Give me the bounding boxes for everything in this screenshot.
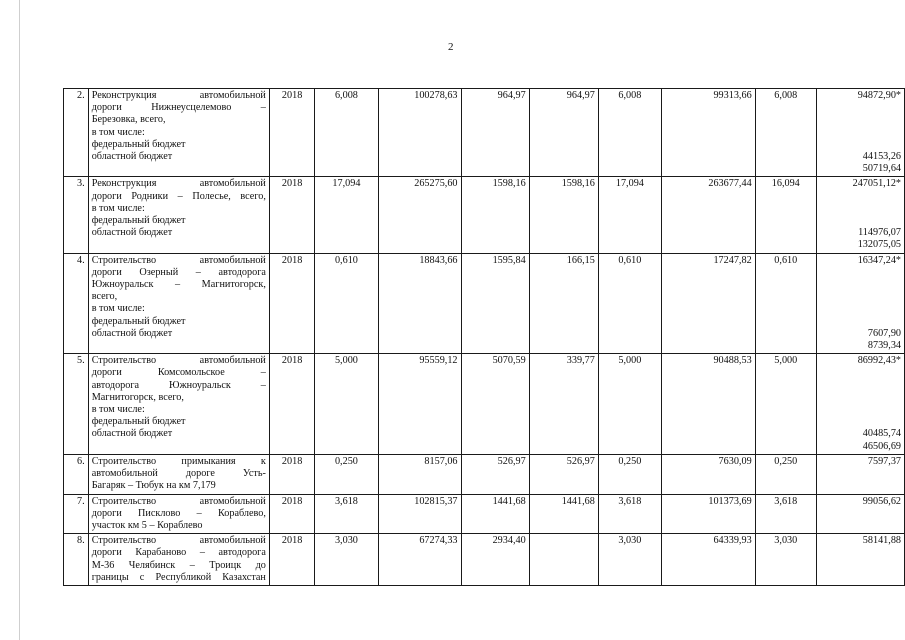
length-cell: 0,250 bbox=[598, 454, 661, 494]
length-cell: 5,000 bbox=[598, 354, 661, 455]
length-cell: 6,008 bbox=[755, 89, 816, 177]
total-cost-cell: 102815,37 bbox=[378, 494, 461, 534]
cost-cell: 2934,40 bbox=[461, 534, 529, 586]
object-name bbox=[88, 253, 269, 354]
federal-budget-value: 44153,26 bbox=[862, 151, 901, 163]
row-index: 7. bbox=[64, 494, 89, 534]
funding-total: 58141,88 bbox=[862, 535, 901, 547]
object-name-line: Южноуральск – Магнитогорск, bbox=[91, 279, 266, 291]
length-cell: 6,008 bbox=[598, 89, 661, 177]
year-cell: 2018 bbox=[269, 454, 314, 494]
length-cell: 6,008 bbox=[315, 89, 378, 177]
spacer bbox=[820, 367, 901, 379]
object-name bbox=[88, 534, 269, 586]
length-cell: 5,000 bbox=[315, 354, 378, 455]
spacer bbox=[820, 380, 901, 392]
cost-cell: 5070,59 bbox=[461, 354, 529, 455]
object-name-line: федеральный бюджет bbox=[91, 416, 186, 428]
spacer bbox=[820, 404, 901, 416]
spacer bbox=[820, 416, 901, 428]
funding-cell bbox=[816, 89, 904, 177]
total-cost-cell: 265275,60 bbox=[378, 177, 461, 253]
object-name-line: Строительство автомобильной bbox=[91, 355, 266, 367]
spacer bbox=[820, 279, 901, 291]
object-name-line: областной бюджет bbox=[91, 151, 173, 163]
object-name-line: в том числе: bbox=[91, 404, 145, 416]
cost-cell: 964,97 bbox=[529, 89, 598, 177]
object-name-line: Багаряк – Тюбук на км 7,179 bbox=[91, 480, 216, 492]
regional-budget-value: 46506,69 bbox=[862, 440, 901, 452]
spacer bbox=[820, 114, 901, 126]
funding-total: 86992,43* bbox=[857, 355, 901, 367]
length-cell: 5,000 bbox=[755, 354, 816, 455]
object-name-line: областной бюджет bbox=[91, 227, 173, 239]
cost-cell: 526,97 bbox=[461, 454, 529, 494]
year-cell: 2018 bbox=[269, 494, 314, 534]
total-cost-cell: 95559,12 bbox=[378, 354, 461, 455]
cost-cell: 1598,16 bbox=[461, 177, 529, 253]
length-cell: 17,094 bbox=[315, 177, 378, 253]
object-name-line: дороги Озерный – автодорога bbox=[91, 266, 266, 278]
total-cost-cell: 67274,33 bbox=[378, 534, 461, 586]
page-number: 2 bbox=[448, 41, 454, 53]
year-cell: 2018 bbox=[269, 253, 314, 354]
funding-cell bbox=[816, 494, 904, 534]
table-body bbox=[64, 89, 905, 586]
length-cell: 3,030 bbox=[755, 534, 816, 586]
table-row bbox=[64, 177, 905, 253]
cost-cell: 339,77 bbox=[529, 354, 598, 455]
year-cell: 2018 bbox=[269, 89, 314, 177]
table-row bbox=[64, 253, 905, 354]
object-name-line: автодорога Южноуральск – bbox=[91, 379, 266, 391]
object-name-line: дороги Комсомольское – bbox=[91, 367, 266, 379]
funding-total: 94872,90* bbox=[857, 90, 901, 101]
length-cell: 16,094 bbox=[755, 177, 816, 253]
year-cell: 2018 bbox=[269, 534, 314, 586]
cost-cell bbox=[529, 534, 598, 586]
table-row bbox=[64, 89, 905, 177]
object-name-line: федеральный бюджет bbox=[91, 138, 186, 150]
table-row bbox=[64, 534, 905, 586]
spacer bbox=[820, 127, 901, 139]
row-index: 3. bbox=[64, 177, 89, 253]
object-name-line: автомобильной дороге Усть- bbox=[91, 468, 266, 480]
length-cell: 3,030 bbox=[598, 534, 661, 586]
regional-budget-value: 50719,64 bbox=[862, 163, 901, 175]
object-name-line: в том числе: bbox=[91, 303, 145, 315]
length-cell: 0,610 bbox=[598, 253, 661, 354]
funding-total: 99056,62 bbox=[862, 495, 901, 507]
cost-cell: 1441,68 bbox=[461, 494, 529, 534]
object-name-line: областной бюджет bbox=[91, 327, 173, 339]
cost-cell: 1441,68 bbox=[529, 494, 598, 534]
funding-total: 7597,37 bbox=[867, 455, 901, 467]
length-cell: 3,618 bbox=[315, 494, 378, 534]
object-name bbox=[88, 494, 269, 534]
cost-cell: 526,97 bbox=[529, 454, 598, 494]
federal-budget-value: 40485,74 bbox=[862, 428, 901, 440]
row-index: 2. bbox=[64, 89, 89, 177]
cost-cell: 101373,69 bbox=[661, 494, 755, 534]
year-cell: 2018 bbox=[269, 354, 314, 455]
cost-cell: 90488,53 bbox=[661, 354, 755, 455]
total-cost-cell: 8157,06 bbox=[378, 454, 461, 494]
funding-total: 247051,12* bbox=[852, 178, 901, 190]
object-name-line: Березовка, всего, bbox=[91, 114, 166, 126]
cost-cell: 17247,82 bbox=[661, 253, 755, 354]
scan-edge-line bbox=[19, 0, 20, 640]
cost-cell: 1598,16 bbox=[529, 177, 598, 253]
funding-cell bbox=[816, 534, 904, 586]
object-name bbox=[88, 454, 269, 494]
object-name bbox=[88, 177, 269, 253]
length-cell: 0,250 bbox=[315, 454, 378, 494]
spacer bbox=[820, 191, 901, 203]
budget-table bbox=[63, 88, 905, 586]
length-cell: 17,094 bbox=[598, 177, 661, 253]
year-cell: 2018 bbox=[269, 177, 314, 253]
spacer bbox=[820, 303, 901, 315]
spacer bbox=[820, 316, 901, 328]
object-name-line: федеральный бюджет bbox=[91, 215, 186, 227]
object-name-line: Строительство автомобильной bbox=[91, 535, 266, 547]
object-name bbox=[88, 354, 269, 455]
cost-cell: 1595,84 bbox=[461, 253, 529, 354]
object-name-line: участок км 5 – Кораблево bbox=[91, 519, 203, 531]
spacer bbox=[820, 139, 901, 151]
row-index: 8. bbox=[64, 534, 89, 586]
object-name-line: всего, bbox=[91, 291, 118, 303]
table-row bbox=[64, 454, 905, 494]
length-cell: 0,610 bbox=[315, 253, 378, 354]
object-name-line: Реконструкция автомобильной bbox=[91, 178, 266, 190]
spacer bbox=[820, 102, 901, 114]
spacer bbox=[820, 203, 901, 215]
cost-cell: 7630,09 bbox=[661, 454, 755, 494]
length-cell: 0,250 bbox=[755, 454, 816, 494]
object-name-line: Строительство примыкания к bbox=[91, 455, 266, 467]
object-name-line: Строительство автомобильной bbox=[91, 495, 266, 507]
regional-budget-value: 132075,05 bbox=[857, 239, 901, 251]
object-name-line: границы с Республикой Казахстан bbox=[91, 571, 266, 583]
federal-budget-value: 7607,90 bbox=[867, 327, 901, 339]
federal-budget-value: 114976,07 bbox=[858, 227, 901, 239]
spacer bbox=[820, 291, 901, 303]
total-cost-cell: 100278,63 bbox=[378, 89, 461, 177]
object-name-line: федеральный бюджет bbox=[91, 315, 186, 327]
cost-cell: 64339,93 bbox=[661, 534, 755, 586]
table-row bbox=[64, 494, 905, 534]
regional-budget-value: 8739,34 bbox=[867, 340, 901, 352]
object-name-line: М-36 Челябинск – Троицк до bbox=[91, 559, 266, 571]
cost-cell: 263677,44 bbox=[661, 177, 755, 253]
cost-cell: 99313,66 bbox=[661, 89, 755, 177]
object-name-line: дороги Карабаново – автодорога bbox=[91, 547, 266, 559]
object-name-line: в том числе: bbox=[91, 202, 145, 214]
funding-cell bbox=[816, 454, 904, 494]
row-index: 5. bbox=[64, 354, 89, 455]
row-index: 4. bbox=[64, 253, 89, 354]
length-cell: 3,030 bbox=[315, 534, 378, 586]
object-name-line: дороги Писклово – Кораблево, bbox=[91, 507, 266, 519]
spacer bbox=[820, 267, 901, 279]
length-cell: 3,618 bbox=[755, 494, 816, 534]
funding-cell bbox=[816, 253, 904, 354]
length-cell: 0,610 bbox=[755, 253, 816, 354]
table-row bbox=[64, 354, 905, 455]
length-cell: 3,618 bbox=[598, 494, 661, 534]
spacer bbox=[820, 215, 901, 227]
object-name-line: Строительство автомобильной bbox=[91, 254, 266, 266]
object-name-line: Магнитогорск, всего, bbox=[91, 391, 184, 403]
object-name-line: областной бюджет bbox=[91, 428, 173, 440]
object-name-line: дороги Нижнеусцелемово – bbox=[91, 102, 266, 114]
funding-total: 16347,24* bbox=[857, 254, 901, 266]
cost-cell: 964,97 bbox=[461, 89, 529, 177]
funding-cell bbox=[816, 354, 904, 455]
object-name-line: Реконструкция автомобильной bbox=[91, 90, 266, 101]
spacer bbox=[820, 392, 901, 404]
total-cost-cell: 18843,66 bbox=[378, 253, 461, 354]
funding-cell bbox=[816, 177, 904, 253]
object-name bbox=[88, 89, 269, 177]
cost-cell: 166,15 bbox=[529, 253, 598, 354]
object-name-line: дороги Родники – Полесье, всего, bbox=[91, 190, 266, 202]
row-index: 6. bbox=[64, 454, 89, 494]
object-name-line: в том числе: bbox=[91, 126, 145, 138]
